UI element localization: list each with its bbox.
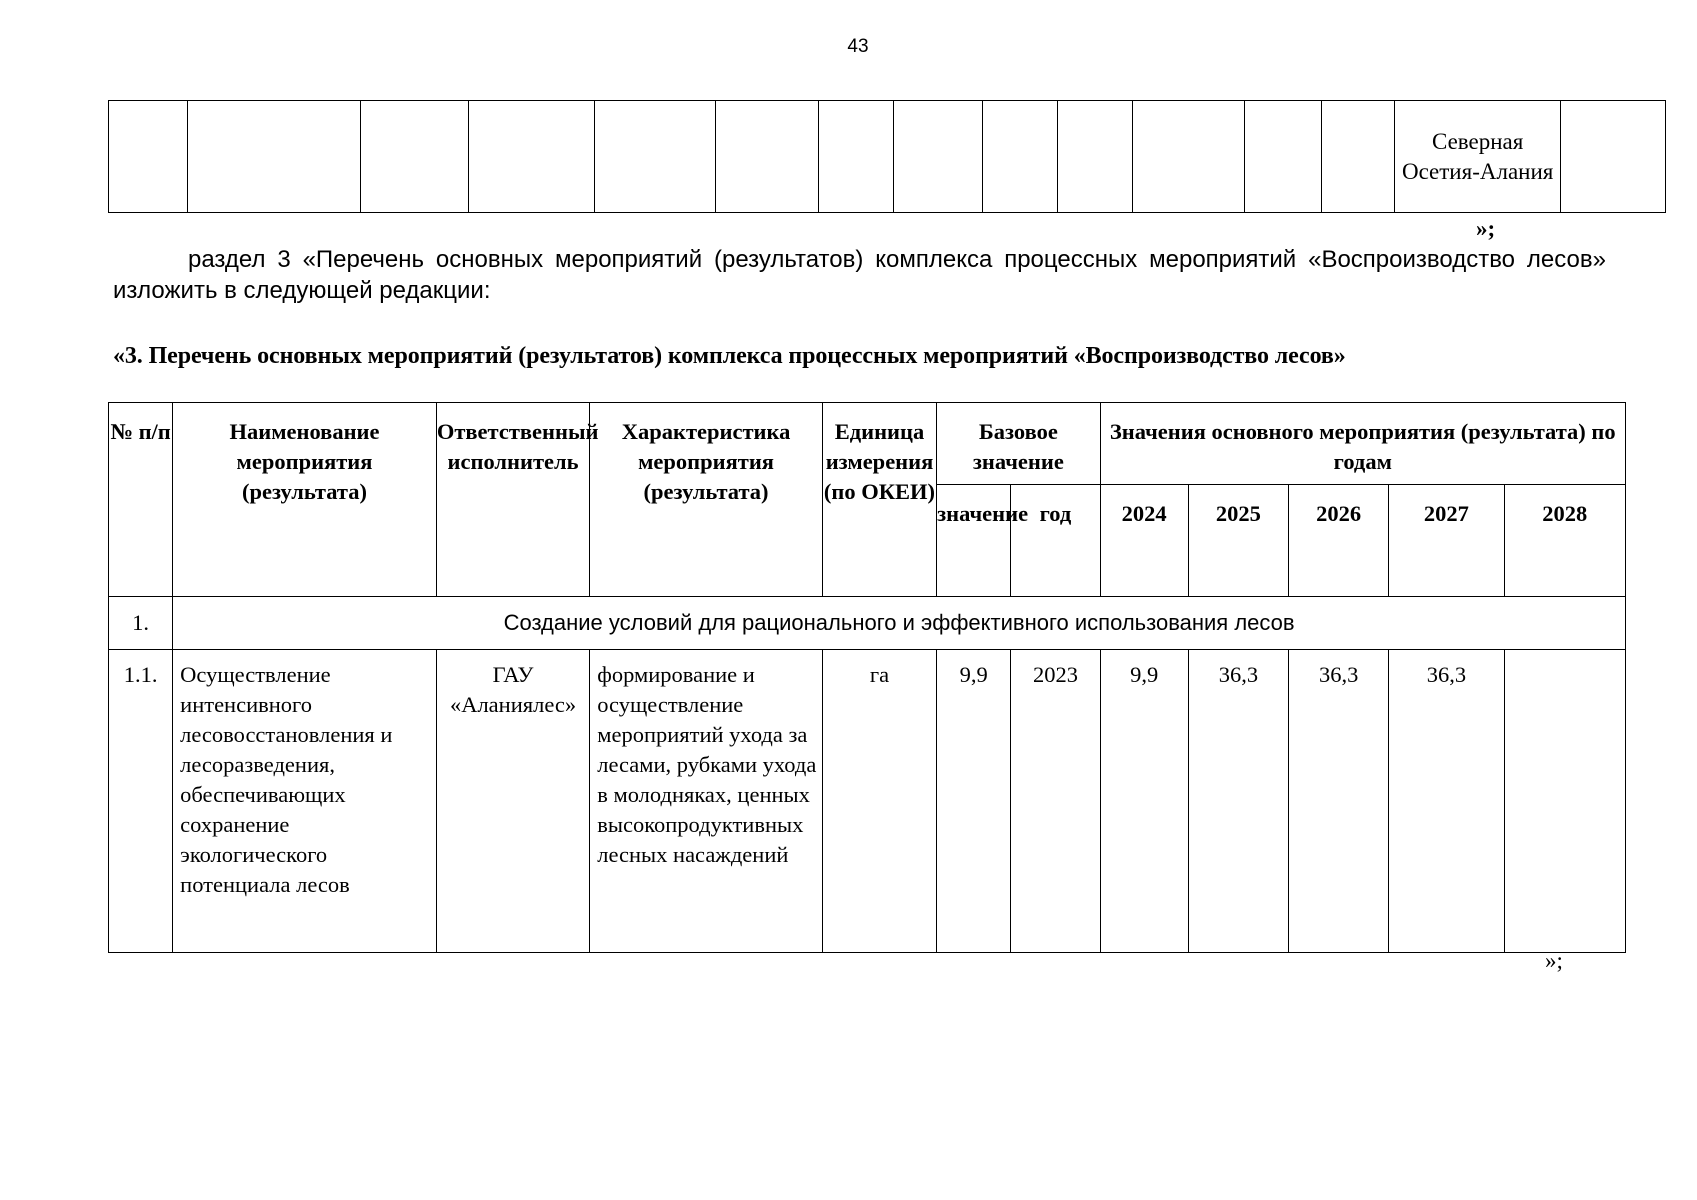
table-cell [1057, 101, 1133, 213]
table-cell [983, 101, 1058, 213]
table-cell [595, 101, 715, 213]
header-base: Базовое значение [937, 403, 1100, 485]
table-cell [715, 101, 818, 213]
row-value-2026: 36,3 [1289, 650, 1389, 953]
header-num: № п/п [109, 403, 173, 597]
row-unit: га [822, 650, 936, 953]
region-cell: Северная Осетия-Алания [1394, 101, 1561, 213]
row-value-2024: 9,9 [1100, 650, 1188, 953]
closing-quote: »; [1476, 216, 1496, 241]
table-cell [893, 101, 983, 213]
row-responsible: ГАУ «Аланиялес» [436, 650, 589, 953]
header-responsible: Ответственный исполнитель [436, 403, 589, 597]
header-row [109, 403, 1626, 485]
row-characteristic: формирование и осуществление мероприятий ухода за лесами, рубками ухода в молодняках, ценных высокопродуктивных лесных насаждений [590, 650, 823, 953]
header-year-2025: 2025 [1188, 485, 1288, 597]
header-characteristic: Характеристика мероприятия (результата) [590, 403, 823, 597]
section-title: Создание условий для рационального и эффективного использования лесов [173, 597, 1626, 650]
row-base-year: 2023 [1011, 650, 1100, 953]
header-year-2027: 2027 [1389, 485, 1504, 597]
section-num: 1. [109, 597, 173, 650]
table-cell [187, 101, 360, 213]
table-cell [360, 101, 468, 213]
table-cell [1133, 101, 1244, 213]
header-name: Наименование мероприятия (результата) [173, 403, 437, 597]
header-year-2024: 2024 [1100, 485, 1188, 597]
table-cell [1322, 101, 1395, 213]
header-values: Значения основного мероприятия (результата) по годам [1100, 403, 1625, 485]
table-row [109, 101, 1666, 213]
table-cell [819, 101, 894, 213]
row-value-2028 [1504, 650, 1625, 953]
section-row [109, 597, 1626, 650]
header-base-year: год [1011, 485, 1100, 597]
table-cell [109, 101, 188, 213]
amendment-paragraph: раздел 3 «Перечень основных мероприятий (результатов) комплекса процессных мероприятий «Воспроизводство лесов» изложить в следующей редакции: [113, 246, 1606, 304]
table-row [109, 650, 1626, 953]
table-cell [469, 101, 595, 213]
header-year-2026: 2026 [1289, 485, 1389, 597]
header-base-value: значение [937, 485, 1011, 597]
section-heading: «3. Перечень основных мероприятий (результатов) комплекса процессных мероприятий «Воспроизводство лесов» [113, 343, 1346, 369]
table-cell [1561, 101, 1666, 213]
row-base-value: 9,9 [937, 650, 1011, 953]
table-cell [1244, 101, 1322, 213]
row-name: Осуществление интенсивного лесовосстановления и лесоразведения, обеспечивающих сохранение экологического потенциала лесов [173, 650, 437, 953]
header-year-2028: 2028 [1504, 485, 1625, 597]
continuation-table [108, 100, 1666, 213]
row-num: 1.1. [109, 650, 173, 953]
row-value-2025: 36,3 [1188, 650, 1288, 953]
header-unit: Единица измерения (по ОКЕИ) [822, 403, 936, 597]
page-number: 43 [847, 36, 869, 57]
measures-table [108, 402, 1626, 953]
closing-quote: »; [1545, 948, 1563, 973]
row-value-2027: 36,3 [1389, 650, 1504, 953]
